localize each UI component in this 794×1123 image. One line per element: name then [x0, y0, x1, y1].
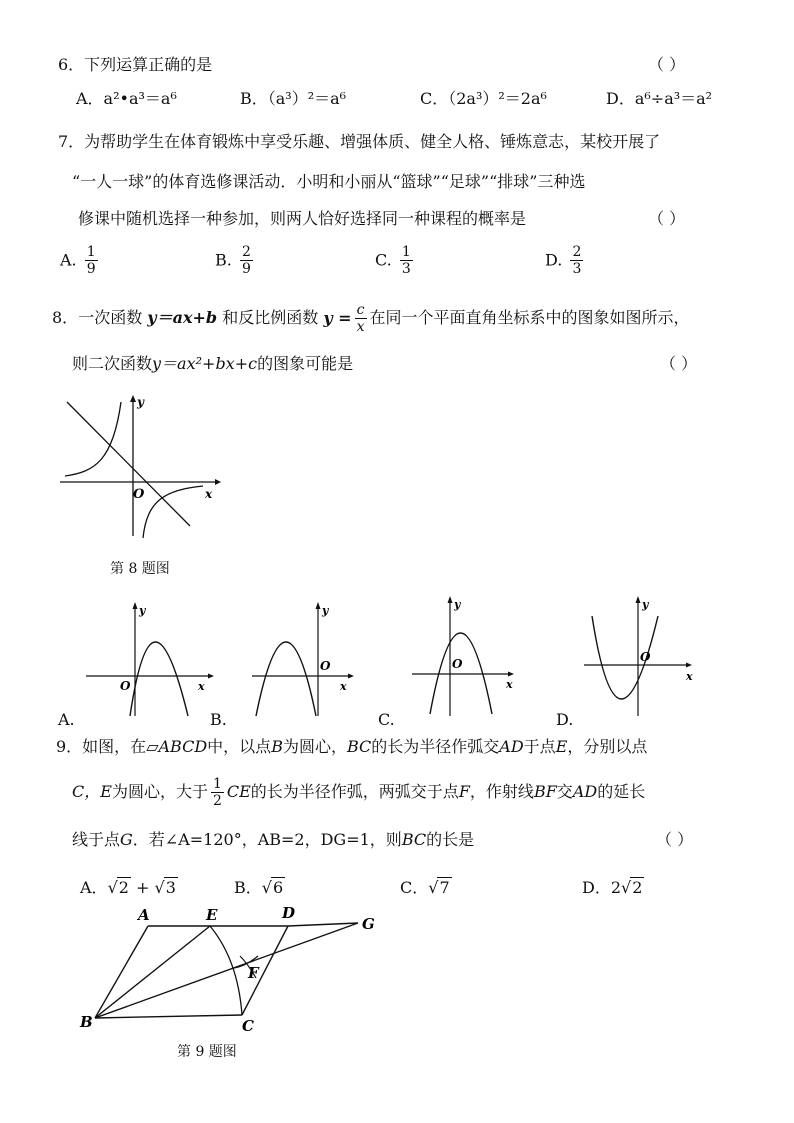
q9-text-11: 的延长 [597, 782, 646, 802]
q8-quadratic-function: y＝ax²+bx+c [152, 354, 258, 373]
q9-option-a-label: A． [80, 878, 108, 897]
q6-option-b: B．（a³）²＝a⁶ [240, 89, 347, 108]
q9-point-b-ref: B [271, 737, 283, 756]
q9-option-d-label: D． [582, 878, 611, 897]
q7-option-a [60, 244, 101, 277]
q7-option-c-numerator: 1 [401, 244, 411, 260]
q9-option-a-root-sign-1: √ [107, 878, 118, 897]
q9-text-14: 的长是 [426, 830, 475, 849]
q8-option-a-label: A. [58, 710, 75, 729]
q7-option-d-denominator: 3 [572, 261, 582, 278]
q6-stem: 6．下列运算正确的是 [58, 55, 213, 74]
q7-option-c-label: C. [375, 250, 392, 270]
q9-line-3 [72, 832, 474, 848]
q7-option-b-denominator: 9 [241, 261, 251, 278]
q6-option-d: D．a⁶÷a³＝a² [606, 89, 713, 108]
q9-label-d: D [282, 904, 296, 922]
q9-option-c-radicand: 7 [439, 878, 450, 897]
q9-option-c-label: C． [400, 878, 429, 897]
q7-option-b [215, 244, 256, 277]
q9-text-2: 中，以点 [207, 737, 272, 756]
q9-segment-bc-ref-2: BC [401, 830, 427, 849]
q8-d-origin-label: O [640, 650, 651, 664]
q8-linear-function: y＝ax+b [147, 308, 218, 328]
q9-point-f-ref: F [458, 782, 470, 802]
q9-ray-bg [95, 923, 358, 1018]
q9-option-a-root-sign-2: √ [154, 878, 165, 897]
q8-text-1: 一次函数 [78, 308, 143, 328]
q9-side-ab [95, 926, 148, 1018]
q9-option-d [582, 880, 644, 896]
q9-text-10: 交 [556, 782, 573, 802]
q9-label-f: F [248, 964, 259, 982]
q8-a-x-arrow [208, 674, 214, 679]
q9-option-d-root-sign: √ [621, 878, 632, 897]
q9-text-4: 的长为半径作弧交 [371, 737, 500, 756]
q8-b-x-label: x [340, 680, 347, 693]
q8-figure-origin-label: O [133, 487, 145, 502]
q7-option-c-denominator: 3 [401, 261, 411, 278]
q7-option-b-numerator: 2 [241, 244, 251, 260]
q8-figure [55, 390, 225, 540]
q9-option-b-label: B． [234, 878, 262, 897]
q8-hyperbola-branch-upper-left [65, 402, 121, 476]
q9-ray-bf-ref: BF [533, 782, 557, 802]
q8-option-d-graph [580, 592, 704, 720]
q8-c-x-label: x [506, 678, 513, 691]
q6-option-a: A．a²•a³＝a⁶ [76, 89, 177, 108]
q6-answer-bracket: （ ） [648, 55, 686, 74]
q9-text-13: ．若∠A=120°，AB=2，DG=1，则 [132, 830, 402, 849]
q8-text-5: 的图象可能是 [257, 354, 354, 373]
q7-option-b-fraction [240, 244, 253, 277]
q9-segment-be [95, 926, 210, 1018]
q8-figure-y-arrow [130, 395, 136, 402]
q7-option-d-label: D. [545, 250, 563, 270]
q8-c-x-arrow [508, 672, 514, 677]
q8-figure-y-label: y [137, 395, 144, 409]
q9-half-denominator: 2 [212, 793, 222, 810]
q9-figure [70, 900, 390, 1040]
q9-option-d-radicand: 2 [632, 878, 643, 897]
q9-label-c: C [242, 1017, 254, 1035]
q9-segment-ce-ref: CE [226, 782, 251, 802]
q8-a-origin-label: O [120, 679, 131, 693]
q8-option-b-graph [248, 598, 368, 720]
q8-option-d-label: D. [556, 710, 574, 729]
q8-b-x-arrow [348, 674, 354, 679]
q9-side-bc [95, 1015, 242, 1018]
q9-segment-ad-ref: AD [499, 737, 524, 756]
q7-option-a-numerator: 1 [86, 244, 96, 260]
q9-option-d-coefficient: 2 [610, 878, 622, 897]
q8-option-a-graph [80, 598, 220, 720]
q7-answer-bracket: （ ） [648, 209, 686, 228]
q8-answer-bracket: （ ） [660, 354, 698, 373]
q8-a-parabola [130, 642, 188, 716]
q8-reciprocal-lhs: y = [323, 308, 352, 328]
q9-line-2 [72, 776, 645, 809]
q9-text-9: ，作射线 [469, 782, 534, 802]
q9-option-c-root-sign: √ [428, 878, 439, 897]
q8-b-parabola [256, 642, 316, 716]
q8-reciprocal-numerator: c [356, 302, 365, 318]
q7-option-a-fraction [85, 244, 98, 277]
q9-label-g: G [362, 915, 375, 933]
q7-option-b-label: B. [215, 250, 232, 270]
q8-line-1 [52, 302, 690, 335]
q7-option-d [545, 244, 586, 277]
q8-option-b-label: B. [210, 710, 227, 729]
q9-option-b-radicand: 6 [272, 878, 284, 897]
q9-half-numerator: 1 [212, 776, 222, 792]
q8-c-y-arrow [448, 596, 453, 603]
q8-d-y-arrow [636, 596, 641, 603]
q8-figure-x-arrow [215, 479, 221, 485]
q8-c-origin-label: O [452, 657, 463, 671]
q9-figure-caption: 第 9 题图 [177, 1044, 237, 1060]
q7-option-a-label: A. [60, 250, 77, 270]
q9-line-1 [56, 739, 647, 755]
q7-option-c-fraction [400, 244, 413, 277]
q9-segment-bc-ref: BC [346, 737, 372, 756]
q7-line-2: “一人一球”的体育选修课活动．小明和小丽从“篮球”“足球”“排球”三种选 [72, 172, 586, 191]
q8-a-y-label: y [139, 604, 146, 617]
q8-d-y-label: y [642, 598, 649, 611]
q8-line-2 [72, 356, 353, 372]
q9-option-a-radicand-2: 3 [165, 878, 176, 897]
q9-answer-bracket: （ ） [656, 830, 694, 849]
q8-line-graph [67, 402, 190, 526]
q8-text-4: 则二次函数 [72, 354, 153, 373]
q9-point-g-ref: G [120, 830, 133, 849]
q9-text-1: 9．如图，在 [56, 737, 147, 756]
q8-d-x-arrow [686, 663, 692, 668]
q9-text-6: ，分别以点 [567, 737, 648, 756]
q9-points-ce: C，E [72, 782, 112, 802]
q9-text-7: 为圆心，大于 [111, 782, 208, 802]
q8-text-2: 和反比例函数 [222, 308, 319, 328]
q9-option-a [80, 880, 178, 896]
q8-b-y-arrow [316, 602, 321, 609]
q7-option-c [375, 244, 416, 277]
q8-figure-caption: 第 8 题图 [110, 561, 170, 577]
q9-extension-dg [288, 923, 358, 926]
q9-point-e-ref: E [555, 737, 568, 756]
q9-option-a-radicand-1: 2 [118, 878, 129, 897]
q8-b-origin-label: O [320, 659, 331, 673]
q9-text-3: 为圆心， [282, 737, 347, 756]
q9-option-a-plus: + [136, 878, 150, 897]
q8-option-c-graph [408, 592, 528, 720]
q8-hyperbola-branch-lower-right [143, 486, 203, 538]
q7-option-a-denominator: 9 [86, 261, 96, 278]
q6-option-c: C．（2a³）²＝2a⁶ [420, 89, 547, 108]
q9-option-b-root-sign: √ [261, 878, 272, 897]
q8-d-x-label: x [686, 670, 693, 683]
q7-line-1: 7．为帮助学生在体育锻炼中享受乐趣、增强体质、健全人格、锤炼意志，某校开展了 [58, 132, 661, 151]
q8-figure-x-label: x [205, 487, 213, 501]
q9-label-a: A [138, 906, 150, 924]
q8-text-3: 在同一个平面直角坐标系中的图象如图所示， [369, 308, 690, 328]
q8-c-y-label: y [454, 598, 461, 611]
q9-text-8: 的长为半径作弧，两弧交于点 [250, 782, 459, 802]
q9-text-12: 线于点 [72, 830, 121, 849]
q7-line-3: 修课中随机选择一种参加，则两人恰好选择同一种课程的概率是 [78, 209, 527, 228]
q7-option-d-numerator: 2 [572, 244, 582, 260]
q8-b-y-label: y [322, 604, 329, 617]
q9-text-5: 于点 [523, 737, 556, 756]
q9-parallelogram: ▱ABCD [146, 737, 208, 756]
q9-label-b: B [80, 1013, 93, 1031]
q8-a-y-arrow [133, 602, 138, 609]
q7-option-d-fraction [570, 244, 583, 277]
q8-reciprocal-fraction [355, 302, 367, 335]
q9-label-e: E [206, 906, 218, 924]
q9-option-b [234, 880, 285, 896]
q8-option-c-label: C. [378, 710, 395, 729]
q8-number: 8． [52, 308, 79, 328]
q9-half-fraction [211, 776, 224, 809]
q8-reciprocal-denominator: x [356, 319, 365, 336]
q9-option-c [400, 880, 452, 896]
q8-a-x-label: x [198, 680, 205, 693]
q9-segment-ad-ref-2: AD [572, 782, 598, 802]
